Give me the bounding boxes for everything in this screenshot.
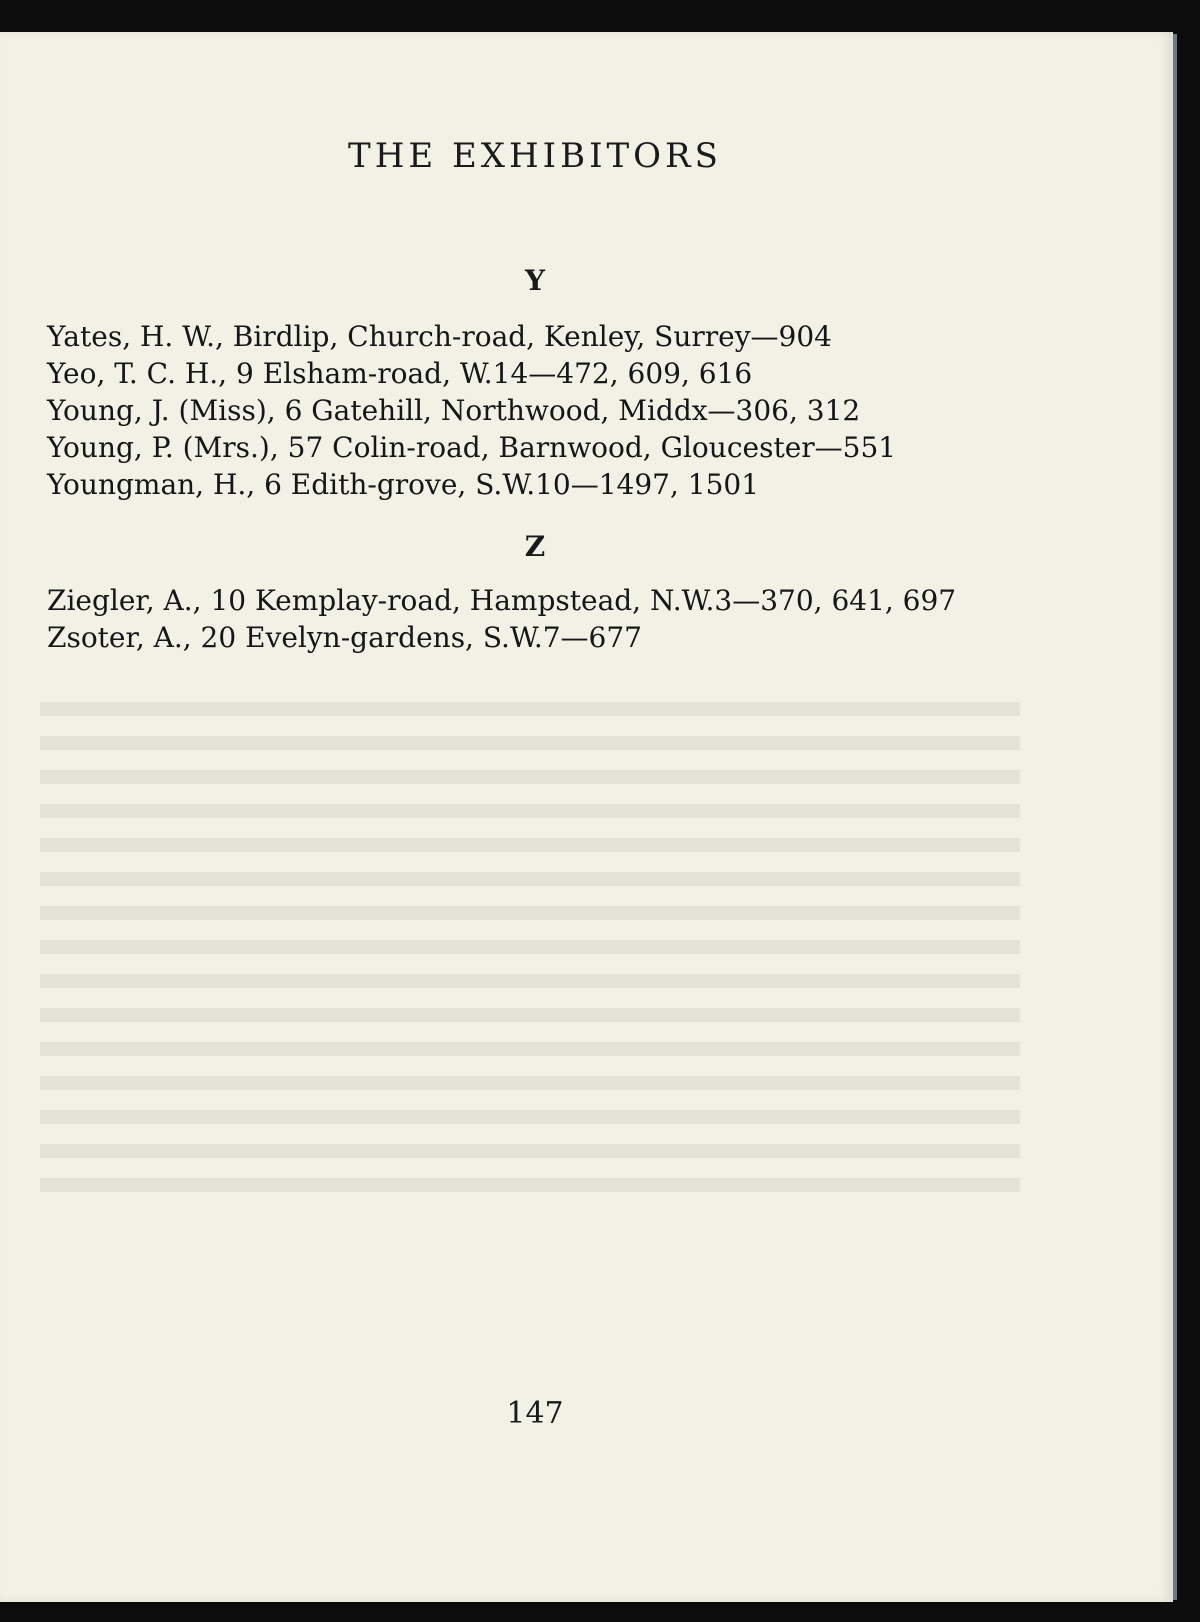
list-item: Young, J. (Miss), 6 Gatehill, Northwood, Middx—306, 312	[47, 394, 861, 427]
list-item: Ziegler, A., 10 Kemplay-road, Hampstead, N.W.3—370, 641, 697	[47, 584, 957, 617]
page-number: 147	[506, 1396, 564, 1431]
page-title: THE EXHIBITORS	[348, 136, 722, 176]
section-letter-z: Z	[524, 530, 546, 563]
section-z-entries	[47, 582, 1127, 656]
list-item: Yates, H. W., Birdlip, Church-road, Kenley, Surrey—904	[47, 320, 832, 353]
section-letter-y: Y	[525, 264, 545, 297]
list-item: Young, P. (Mrs.), 57 Colin-road, Barnwood, Gloucester—551	[47, 431, 897, 464]
show-through-texture	[40, 702, 1020, 1202]
page-edge	[1173, 34, 1177, 1600]
list-item: Zsoter, A., 20 Evelyn-gardens, S.W.7—677	[47, 621, 642, 654]
list-item: Yeo, T. C. H., 9 Elsham-road, W.14—472, 609, 616	[47, 357, 753, 390]
book-page	[0, 32, 1173, 1602]
list-item: Youngman, H., 6 Edith-grove, S.W.10—1497, 1501	[47, 468, 760, 501]
section-y-entries	[47, 318, 1127, 503]
